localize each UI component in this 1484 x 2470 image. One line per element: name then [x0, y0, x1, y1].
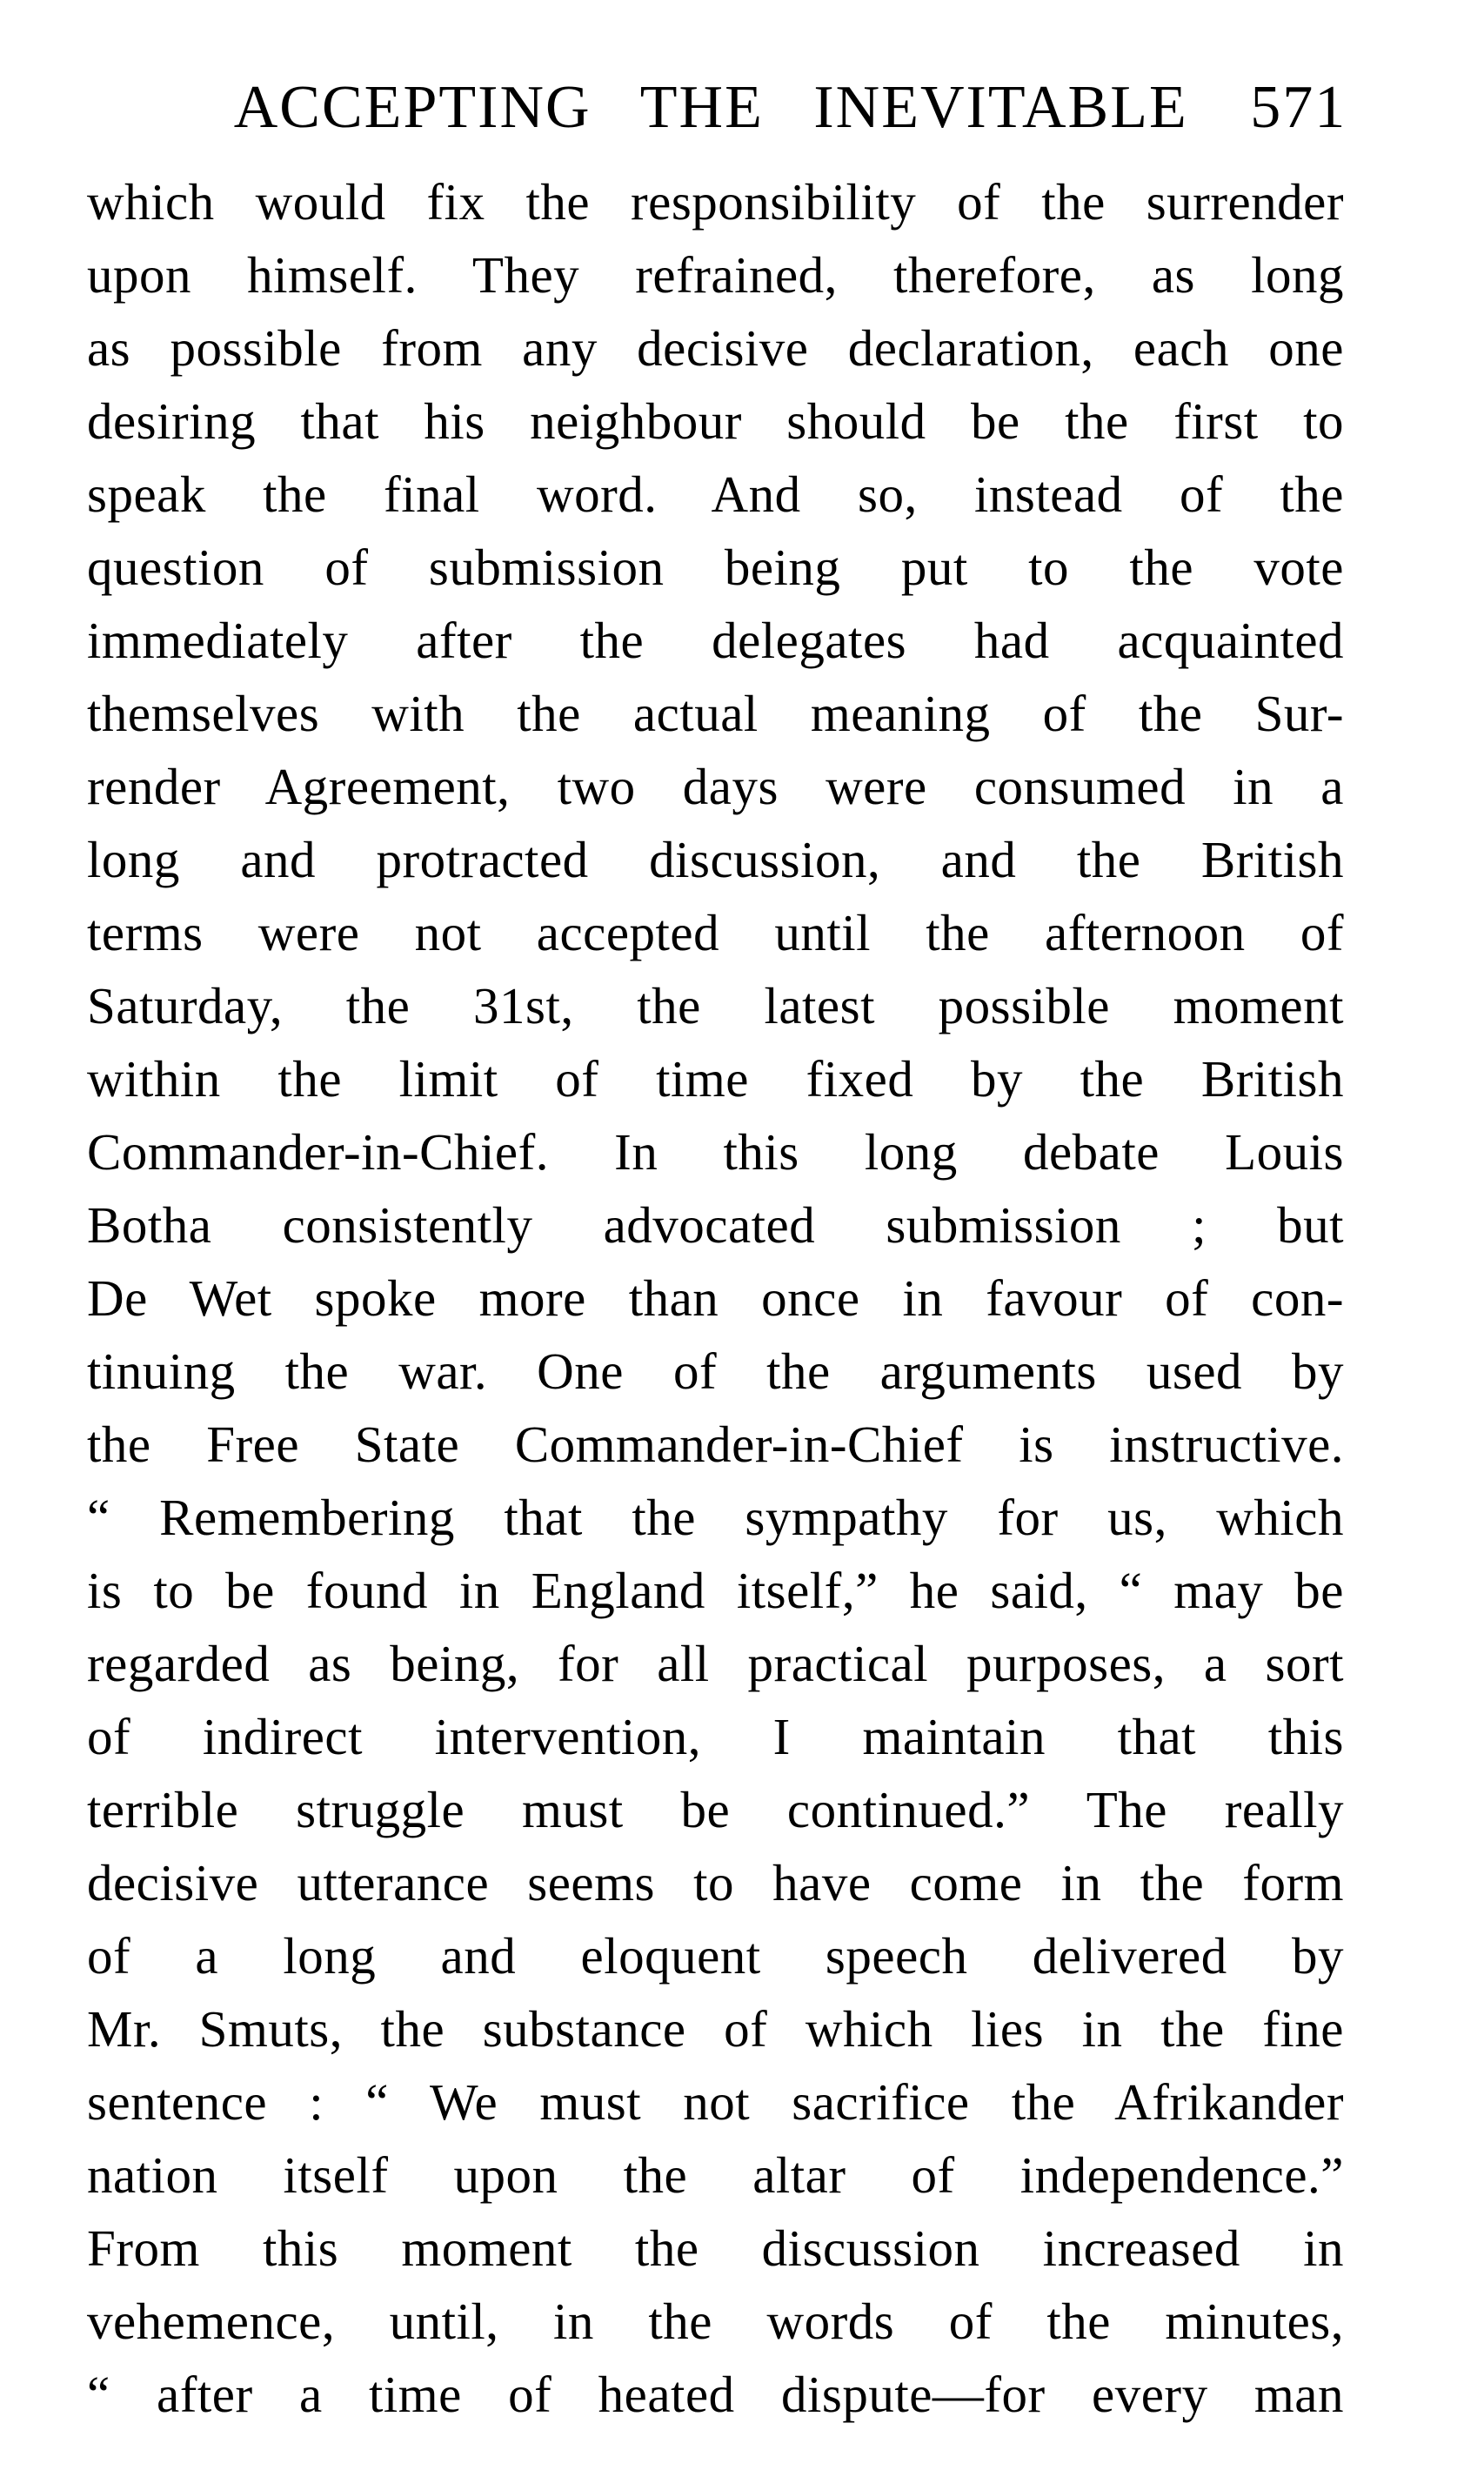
page-body: [87, 165, 1344, 2431]
body-text-line: render Agreement, two days were consumed in a: [87, 758, 1344, 815]
body-text-line: terrible struggle must be continued.” The really: [87, 1781, 1344, 1838]
body-text-line: Commander-in-Chief. In this long debate Louis: [87, 1123, 1344, 1181]
body-text-line: “ after a time of heated dispute—for every man: [87, 2366, 1344, 2423]
body-text-line: upon himself. They refrained, therefore, as long: [87, 246, 1344, 304]
body-text-line: regarded as being, for all practical purposes, a sort: [87, 1635, 1344, 1692]
running-head: [162, 73, 1419, 143]
body-text-line: vehemence, until, in the words of the minutes,: [87, 2293, 1344, 2350]
body-text-line: question of submission being put to the vote: [87, 539, 1344, 596]
body-text-line: themselves with the actual meaning of the Sur-: [87, 685, 1344, 742]
body-text-line: Mr. Smuts, the substance of which lies in the fine: [87, 2000, 1344, 2058]
body-text-line: tinuing the war. One of the arguments used by: [87, 1342, 1344, 1400]
body-text-line: of a long and eloquent speech delivered by: [87, 1927, 1344, 1985]
body-text-line: long and protracted discussion, and the British: [87, 831, 1344, 888]
body-text-line: decisive utterance seems to have come in the form: [87, 1854, 1344, 1911]
body-text-line: is to be found in England itself,” he said, “ may be: [87, 1562, 1344, 1619]
body-text-line: From this moment the discussion increased in: [87, 2219, 1344, 2277]
body-text-line: which would fix the responsibility of the surrender: [87, 173, 1344, 231]
body-text-line: the Free State Commander-in-Chief is instructive.: [87, 1416, 1344, 1473]
body-text-line: desiring that his neighbour should be the first to: [87, 392, 1344, 450]
body-text-line: immediately after the delegates had acquainted: [87, 612, 1344, 669]
body-text-line: terms were not accepted until the afternoon of: [87, 904, 1344, 961]
body-text-line: Saturday, the 31st, the latest possible moment: [87, 977, 1344, 1034]
body-text-line: nation itself upon the altar of independence.”: [87, 2146, 1344, 2204]
body-text-line: speak the final word. And so, instead of the: [87, 465, 1344, 523]
body-text-line: “ Remembering that the sympathy for us, which: [87, 1489, 1344, 1546]
body-text-line: Botha consistently advocated submission ; but: [87, 1196, 1344, 1254]
page-number: 571: [1250, 74, 1347, 141]
body-text-line: as possible from any decisive declaration, each one: [87, 319, 1344, 377]
body-text-line: sentence : “ We must not sacrifice the Afrikander: [87, 2073, 1344, 2131]
running-head-title: ACCEPTING THE INEVITABLE: [233, 74, 1188, 141]
body-text-line: De Wet spoke more than once in favour of con-: [87, 1269, 1344, 1327]
body-text-line: within the limit of time fixed by the British: [87, 1050, 1344, 1108]
body-text-line: of indirect intervention, I maintain that this: [87, 1708, 1344, 1765]
